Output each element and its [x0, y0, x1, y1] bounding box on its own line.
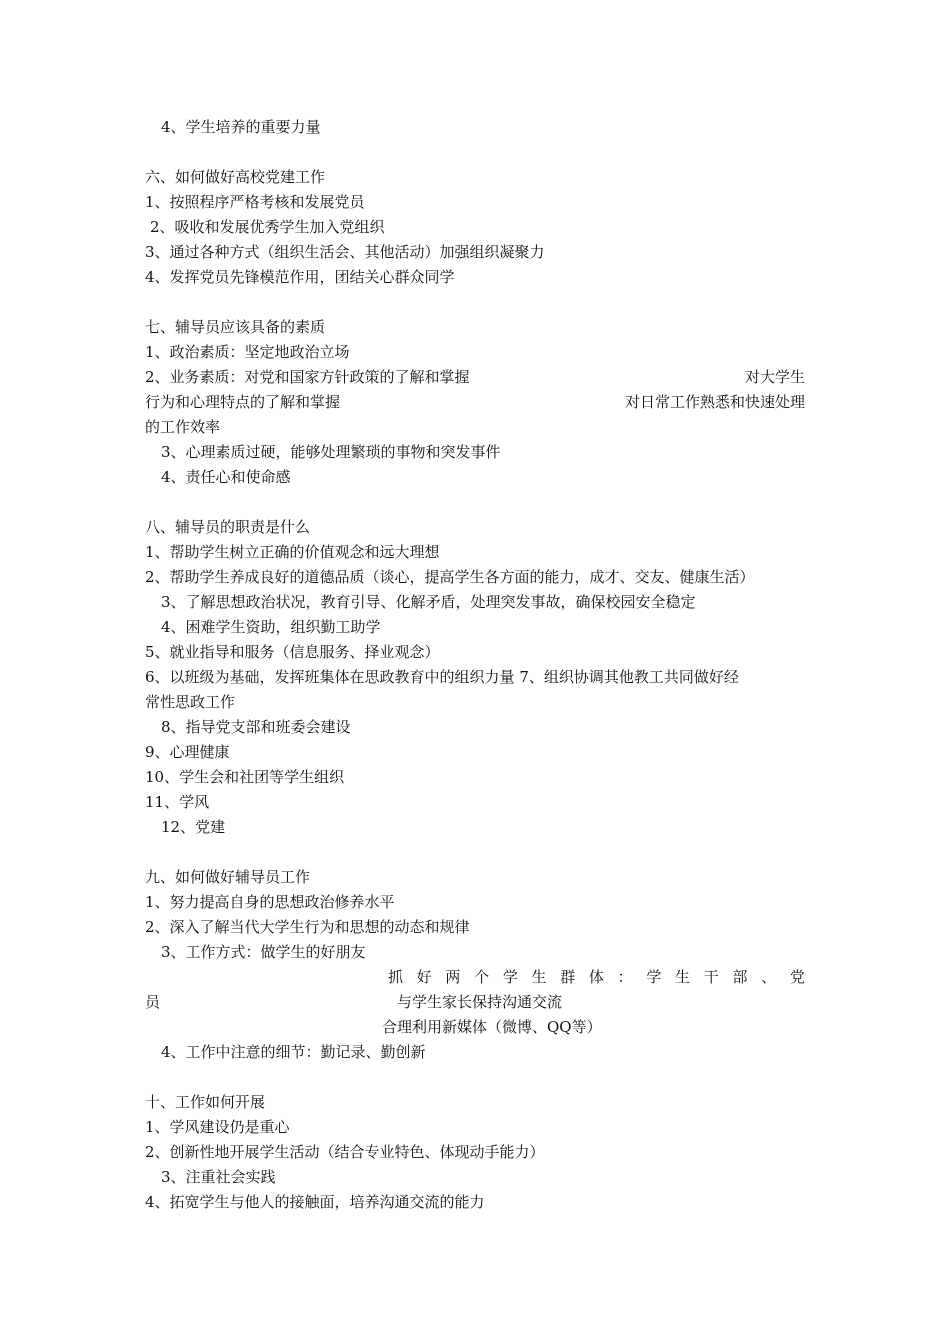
- section-heading: 九、如何做好辅导员工作: [145, 868, 311, 886]
- justified-char: 干: [703, 968, 719, 986]
- list-item: 2、创新性地开展学生活动（结合专业特色、体现动手能力）: [145, 1143, 545, 1161]
- justified-char: 群: [560, 968, 576, 986]
- list-item: 1、政治素质：坚定地政治立场: [145, 343, 350, 361]
- list-item: 2、吸收和发展优秀学生加入党组织: [150, 218, 385, 236]
- list-item: 2、深入了解当代大学生行为和思想的动态和规律: [145, 918, 470, 936]
- line-text-right: 对大学生: [744, 368, 805, 386]
- justified-char: 生: [531, 968, 547, 986]
- list-item: 4、学生培养的重要力量: [161, 118, 321, 136]
- justified-char: 部: [732, 968, 748, 986]
- list-item: 常性思政工作: [145, 693, 236, 711]
- list-item: 合理利用新媒体（微博、QQ等）: [382, 1018, 602, 1036]
- list-item: [145, 367, 805, 387]
- list-item: 的工作效率: [145, 418, 221, 436]
- line-text-right: 与学生家长保持沟通交流: [397, 993, 563, 1011]
- list-item: 6、以班级为基础，发挥班集体在思政教育中的组织力量 7、组织协调其他教工共同做好经: [145, 668, 739, 686]
- list-item: 11、学风: [145, 793, 210, 811]
- list-item: 1、帮助学生树立正确的价值观念和远大理想: [145, 543, 440, 561]
- list-item: 3、心理素质过硬，能够处理繁琐的事物和突发事件: [161, 443, 501, 461]
- line-text: 行为和心理特点的了解和掌握: [145, 393, 341, 411]
- section-heading: 六、如何做好高校党建工作: [145, 168, 326, 186]
- justified-char: 个: [474, 968, 490, 986]
- justified-char: 抓: [388, 968, 404, 986]
- justified-char: 学: [646, 968, 662, 986]
- list-item: 4、工作中注意的细节：勤记录、勤创新: [161, 1043, 426, 1061]
- justified-line: [388, 967, 805, 987]
- list-item: 1、按照程序严格考核和发展党员: [145, 193, 365, 211]
- list-item: 3、注重社会实践: [161, 1168, 276, 1186]
- list-item: 1、学风建设仍是重心: [145, 1118, 290, 1136]
- list-item: 1、努力提高自身的思想政治修养水平: [145, 893, 395, 911]
- line-text: 员: [145, 993, 161, 1011]
- section-heading: 七、辅导员应该具备的素质: [145, 318, 326, 336]
- list-item: 2、帮助学生养成良好的道德品质（谈心，提高学生各方面的能力，成才、交友、健康生活）: [145, 568, 755, 586]
- list-item: 4、发挥党员先锋模范作用，团结关心群众同学: [145, 268, 455, 286]
- justified-char: 两: [445, 968, 461, 986]
- list-item: 3、工作方式：做学生的好朋友: [161, 943, 366, 961]
- list-item: 4、责任心和使命感: [161, 468, 291, 486]
- list-item: [145, 392, 805, 412]
- justified-char: 、: [761, 968, 777, 986]
- justified-char: 生: [675, 968, 691, 986]
- list-item: 8、指导党支部和班委会建设: [161, 718, 351, 736]
- line-text: 2、业务素质：对党和国家方针政策的了解和掌握: [145, 368, 470, 386]
- list-item: 12、党建: [161, 818, 226, 836]
- section-heading: 八、辅导员的职责是什么: [145, 518, 311, 536]
- list-item: 4、拓宽学生与他人的接触面，培养沟通交流的能力: [145, 1193, 485, 1211]
- justified-char: 体: [588, 968, 604, 986]
- list-item: 3、了解思想政治状况，教育引导、化解矛盾，处理突发事故，确保校园安全稳定: [161, 593, 696, 611]
- justified-char: 好: [416, 968, 432, 986]
- justified-char: 党: [789, 968, 805, 986]
- list-item: 4、困难学生资助，组织勤工助学: [161, 618, 381, 636]
- list-item: 5、就业指导和服务（信息服务、择业观念）: [145, 643, 440, 661]
- list-item: 9、心理健康: [145, 743, 230, 761]
- list-item: 10、学生会和社团等学生组织: [145, 768, 345, 786]
- section-heading: 十、工作如何开展: [145, 1093, 266, 1111]
- line-text-right: 对日常工作熟悉和快速处理: [624, 393, 805, 411]
- list-item: 3、通过各种方式（组织生活会、其他活动）加强组织凝聚力: [145, 243, 545, 261]
- justified-char: 学: [502, 968, 518, 986]
- list-item: [145, 992, 805, 1012]
- justified-char: ：: [617, 968, 633, 986]
